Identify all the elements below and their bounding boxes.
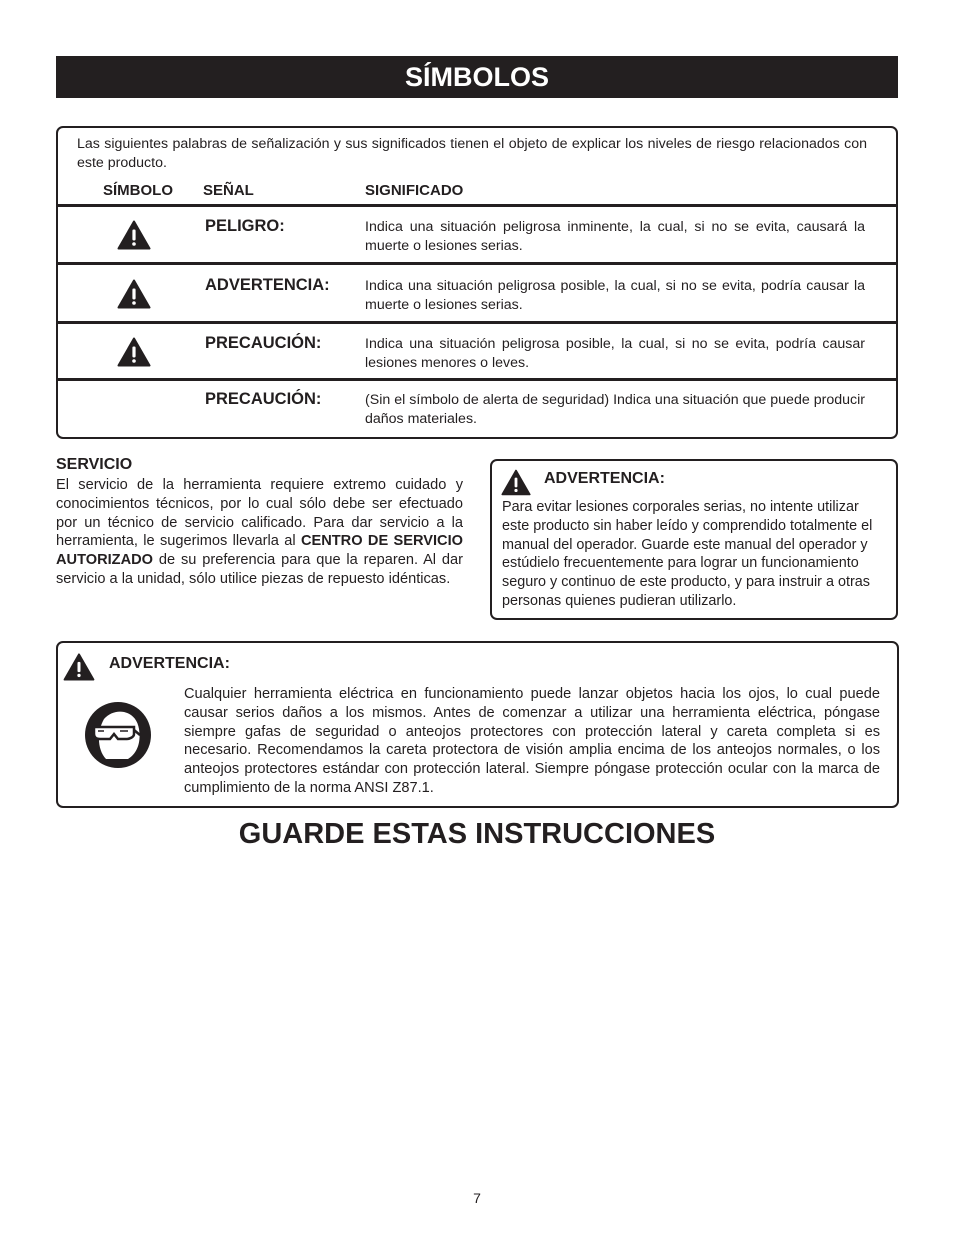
servicio-heading: SERVICIO	[56, 456, 133, 473]
meaning-text: Indica una situación peligrosa posible, la cual, si no se evita, podría causar lesiones menores o leves.	[365, 336, 865, 371]
warning-text: Cualquier herramienta eléctrica en funcionamiento puede lanzar objetos hacia los ojos, lo cual puede causar serios daños a los mismos. Antes de comenzar a utilizar una herramienta eléctrica, póngase siempre gafas de seguridad o anteojos protectores con protección lateral y careta completa si es necesario. Recomendamos la careta protectora de visión amplia encima de los anteojos normales, o los anteojos protectores estándar con protección lateral. Siempre póngase protección ocular con la marca de cumplimiento de la norma ANSI Z87.1.	[184, 686, 880, 796]
warning-box-eye-protection	[56, 641, 899, 808]
warning-triangle-icon	[117, 279, 151, 309]
page-title: SÍMBOLOS	[56, 56, 898, 98]
signal-word-precaucion-no-symbol: PRECAUCIÓN:	[205, 390, 322, 408]
row-divider	[58, 204, 896, 207]
column-header-meaning: SIGNIFICADO	[365, 182, 464, 199]
meaning-text: Indica una situación peligrosa inminente, la cual, si no se evita, causará la muerte o lesiones serias.	[365, 219, 865, 254]
servicio-emphasis: CENTRO DE SERVICIO AUTORIZADO	[56, 533, 463, 569]
column-header-symbol: SÍMBOLO	[103, 182, 173, 199]
signal-word-advertencia: ADVERTENCIA:	[205, 276, 330, 294]
symbols-intro: Las siguientes palabras de señalización y sus significados tienen el objeto de explicar los niveles de riesgo relacionados con este producto.	[77, 136, 867, 171]
warning-triangle-icon	[501, 469, 531, 496]
meaning-text: (Sin el símbolo de alerta de seguridad) Indica una situación que puede producir daños materiales.	[365, 392, 865, 427]
warning-triangle-icon	[63, 653, 95, 681]
warning-heading: ADVERTENCIA:	[109, 655, 230, 672]
symbols-table	[56, 126, 898, 439]
safety-glasses-icon	[84, 701, 152, 769]
page-number: 7	[473, 1190, 481, 1206]
warning-heading: ADVERTENCIA:	[544, 470, 665, 487]
row-divider	[58, 262, 896, 265]
warning-box-manual	[490, 459, 898, 620]
save-instructions-title: GUARDE ESTAS INSTRUCCIONES	[238, 818, 716, 850]
signal-word-precaucion: PRECAUCIÓN:	[205, 334, 322, 352]
signal-word-peligro: PELIGRO:	[205, 217, 285, 235]
column-header-signal: SEÑAL	[203, 182, 254, 199]
row-divider	[58, 378, 896, 381]
warning-triangle-icon	[117, 337, 151, 367]
warning-triangle-icon	[117, 220, 151, 250]
meaning-text: Indica una situación peligrosa posible, la cual, si no se evita, podría causar la muerte o lesiones serias.	[365, 278, 865, 313]
row-divider	[58, 321, 896, 324]
servicio-text: El servicio de la herramienta requiere extremo cuidado y conocimientos técnicos, por lo cual sólo debe ser efectuado por un técnico de servicio calificado. Para dar servicio a la herramienta, le sugerimos llevarla al CENTRO DE SERVICIO AUTORIZADO de su preferencia para que la reparen. Al dar servicio a la unidad, sólo utilice piezas de repuesto idénticas.	[56, 477, 463, 587]
warning-text: Para evitar lesiones corporales serias, no intente utilizar este producto sin haber leído y comprendido totalmente el manual del operador. Guarde este manual del operador y estúdielo frecuentemente para lograr un funcionamiento seguro y continuo de este producto, y para instruir a otras personas quienes pudieran utilizarlo.	[502, 499, 873, 609]
